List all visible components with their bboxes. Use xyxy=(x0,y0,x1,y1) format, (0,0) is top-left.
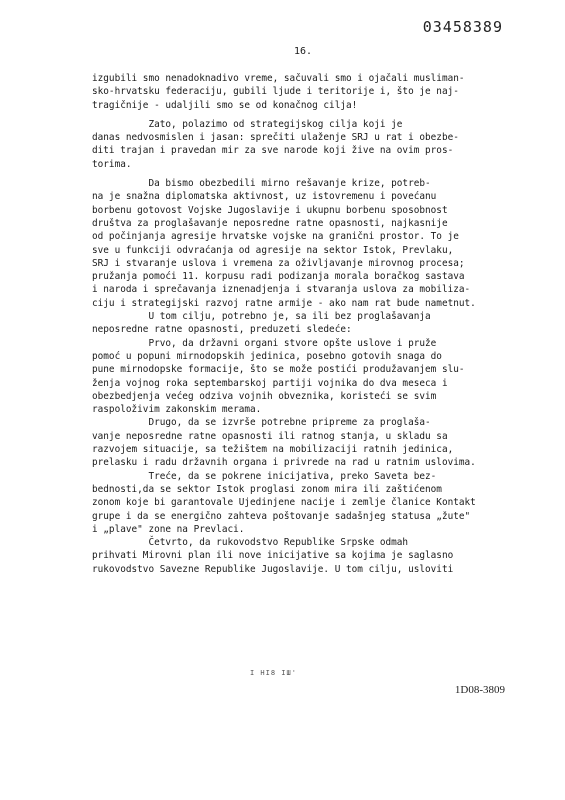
text-line: zonom koje bi garantovale Ujedinjene nacije i zemlje članice Kontakt xyxy=(92,497,476,509)
text-line: danas nedvosmislen i jasan: sprečiti ulaženje SRJ u rat i obezbe- xyxy=(92,132,459,144)
text-line: sko-hrvatsku federaciju, gubili ljude i teritorije i, što je naj- xyxy=(92,86,459,98)
document-number: 03458389 xyxy=(422,18,503,36)
page-number: 16. xyxy=(294,46,313,57)
text-line: bednosti,da se sektor Istok proglasi zonom mira ili zaštićenom xyxy=(92,483,442,495)
body-text xyxy=(92,72,532,576)
text-line: i naroda i sprečavanja iznenadjenja i stvaranja uslova za mobiliza- xyxy=(92,284,471,296)
text-line: tragičnije - udaljili smo se od konačnog cilja! xyxy=(92,99,358,111)
text-line: SRJ i stvaranje uslova i vremena za oživljavanje mirovnog procesa; xyxy=(92,257,465,269)
text-line: Prvo, da državni organi stvore opšte uslove i pruže xyxy=(92,337,437,349)
text-line: prelasku i radu državnih organa i privrede na rad u ratnim uslovima. xyxy=(92,457,476,469)
text-line: sve u funkciji odvraćanja od agresije na sektor Istok, Prevlaku, xyxy=(92,244,454,256)
text-line: od počinjanja agresije hrvatske vojske na granični prostor. To je xyxy=(92,231,459,243)
text-line: ciju i strategijski razvoj ratne armije - ako nam rat bude nametnut. xyxy=(92,297,476,309)
text-line: Drugo, da se izvrše potrebne pripreme za proglaša- xyxy=(92,417,431,429)
archive-code: 1D08-3809 xyxy=(454,684,505,696)
text-line: pomoć u popuni mirnodopskih jedinica, posebno gotovih snaga do xyxy=(92,350,442,362)
text-line: diti trajan i pravedan mir za sve narode koji žive na ovim pros- xyxy=(92,145,454,157)
text-line: raspoloživim zakonskim merama. xyxy=(92,404,262,416)
text-line: obezbedjenja većeg odziva vojnih obveznika, koristeći se svim xyxy=(92,390,437,402)
text-line: Treće, da se pokrene inicijativa, preko Saveta bez- xyxy=(92,470,437,482)
text-line: vanje neposredne ratne opasnosti ili ratnog stanja, u skladu sa xyxy=(92,430,448,442)
text-line: U tom cilju, potrebno je, sa ili bez proglašavanja xyxy=(92,311,431,323)
text-line: grupe i da se energično zahteva poštovanje sadašnjeg statusa „žute" xyxy=(92,510,471,522)
text-line: Da bismo obezbedili mirno rešavanje krize, potreb- xyxy=(92,178,431,190)
text-line: ženja vojnog roka septembarskoj partiji vojnika do dva meseca i xyxy=(92,377,448,389)
text-line: društva za proglašavanje neposredne ratne opasnosti, najkasnije xyxy=(92,217,448,229)
text-line: neposredne ratne opasnosti, preduzeti sledeće: xyxy=(92,324,352,336)
text-line: Četvrto, da rukovodstvo Republike Srpske odmah xyxy=(92,537,409,549)
footer-marks: I HI8 IШ' xyxy=(250,669,297,677)
text-line: pune mirnodopske formacije, što se može postići produžavanjem slu- xyxy=(92,364,465,376)
text-line: torima. xyxy=(92,158,132,170)
text-line: prihvati Mirovni plan ili nove inicijative sa kojima je saglasno xyxy=(92,550,454,562)
text-line: na je snažna diplomatska aktivnost, uz istovremenu i povećanu xyxy=(92,191,437,203)
text-line: rukovodstvo Savezne Republike Jugoslavije. U tom cilju, usloviti xyxy=(92,563,454,575)
text-line: i „plave" zone na Prevlaci. xyxy=(92,523,245,535)
text-line: pružanja pomoći 11. korpusu radi podizanja morala boračkog sastava xyxy=(92,271,465,283)
text-line: Zato, polazimo od strategijskog cilja koji je xyxy=(92,118,403,130)
text-line: borbenu gotovost Vojske Jugoslavije i ukupnu borbenu sposobnost xyxy=(92,204,448,216)
text-line: razvojem situacije, sa težištem na mobilizaciji ratnih jedinica, xyxy=(92,444,454,456)
text-line: izgubili smo nenadoknadivo vreme, sačuvali smo i ojačali musliman- xyxy=(92,73,465,84)
